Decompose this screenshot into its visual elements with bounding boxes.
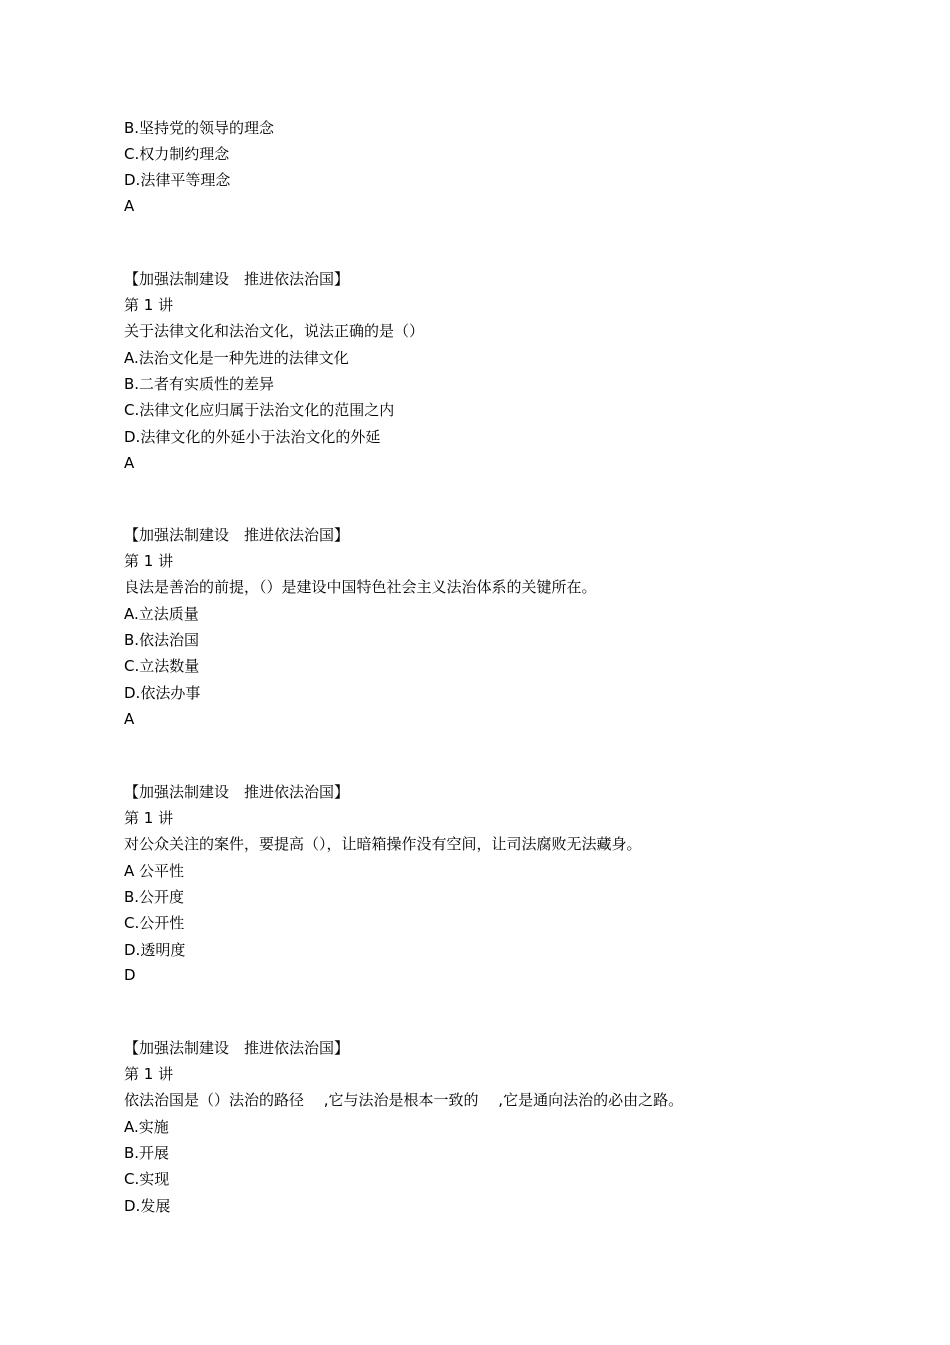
option-line: D.发展: [124, 1197, 171, 1215]
option-line: C.立法数量: [124, 657, 200, 675]
option-line: C.权力制约理念: [124, 145, 230, 163]
option-line: A.实施: [124, 1118, 169, 1136]
lecture-label: 第 1 讲: [124, 809, 174, 827]
option-line: B.二者有实质性的差异: [124, 375, 275, 393]
lecture-label: 第 1 讲: [124, 296, 174, 314]
section-heading: 【加强法制建设 推进依法治国】: [124, 1039, 350, 1057]
option-line: C.实现: [124, 1170, 170, 1188]
answer-line: A: [124, 454, 135, 472]
question-text: 对公众关注的案件，要提高（），让暗箱操作没有空间，让司法腐败无法藏身。: [124, 835, 642, 853]
option-line: B.坚持党的领导的理念: [124, 119, 275, 137]
option-line: B.依法治国: [124, 631, 200, 649]
option-line: D.法律平等理念: [124, 171, 231, 189]
section-heading: 【加强法制建设 推进依法治国】: [124, 783, 350, 801]
section-heading: 【加强法制建设 推进依法治国】: [124, 270, 350, 288]
option-line: D.透明度: [124, 941, 186, 959]
question-text: 良法是善治的前提，（）是建设中国特色社会主义法治体系的关键所在。: [124, 578, 597, 596]
option-line: D.法律文化的外延小于法治文化的外延: [124, 428, 381, 446]
section-heading: 【加强法制建设 推进依法治国】: [124, 526, 350, 544]
option-line: A.法治文化是一种先进的法律文化: [124, 349, 349, 367]
option-line: C.法律文化应归属于法治文化的范围之内: [124, 401, 395, 419]
option-line: D.依法办事: [124, 684, 201, 702]
option-line: A 公平性: [124, 862, 185, 880]
question-text: 依法治国是（）法治的路径 ,它与法治是根本一致的 ,它是通向法治的必由之路。: [124, 1091, 684, 1109]
lecture-label: 第 1 讲: [124, 552, 174, 570]
option-line: C.公开性: [124, 914, 185, 932]
option-line: A.立法质量: [124, 605, 199, 623]
answer-line: D: [124, 966, 136, 984]
answer-line: A: [124, 197, 135, 215]
option-line: B.公开度: [124, 888, 185, 906]
answer-line: A: [124, 710, 135, 728]
question-text: 关于法律文化和法治文化，说法正确的是（）: [124, 322, 425, 340]
option-line: B.开展: [124, 1144, 170, 1162]
lecture-label: 第 1 讲: [124, 1065, 174, 1083]
